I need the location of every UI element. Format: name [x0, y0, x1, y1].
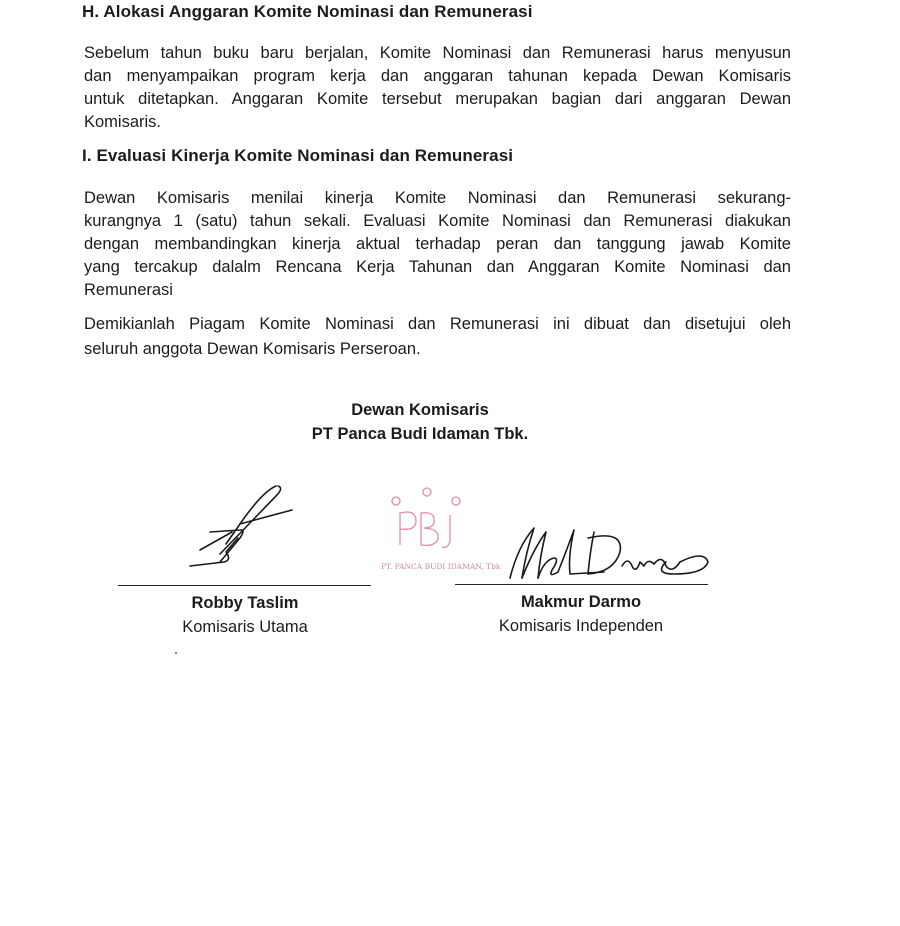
signatory-left — [125, 591, 365, 639]
company-name: PT Panca Budi Idaman Tbk. — [311, 425, 529, 443]
signatory-name: Makmur Darmo — [520, 593, 642, 611]
section-i-heading: I. Evaluasi Kinerja Komite Nominasi dan Remunerasi — [82, 146, 514, 165]
signatory-title: Komisaris Utama — [182, 618, 308, 636]
closing-paragraph — [84, 312, 791, 362]
signature-organization — [270, 398, 570, 446]
paragraph-line: kurangnya 1 (satu) tahun sekali. Evaluasi Komite Nominasi dan Remunerasi diakukan — [84, 212, 791, 230]
scan-speck — [175, 652, 177, 654]
company-stamp-logo — [378, 483, 478, 563]
signature-line-right — [455, 584, 708, 585]
section-h-paragraph — [84, 42, 791, 134]
paragraph-line: Remunerasi — [84, 281, 173, 299]
paragraph-line: yang tercakup dalalm Rencana Kerja Tahunan dan Anggaran Komite Nominasi dan — [84, 258, 791, 276]
paragraph-line: Dewan Komisaris menilai kinerja Komite Nominasi dan Remunerasi sekurang- — [84, 189, 791, 207]
paragraph-line: Sebelum tahun buku baru berjalan, Komite Nominasi dan Remunerasi harus menyusun — [84, 44, 791, 62]
signature-robby-taslim — [180, 482, 300, 577]
stamp-company-text: PT. PANCA BUDI IDAMAN, Tbk — [381, 562, 501, 571]
paragraph-line: Demikianlah Piagam Komite Nominasi dan Remunerasi ini dibuat dan disetujui oleh — [84, 315, 791, 333]
signatory-name: Robby Taslim — [191, 594, 299, 612]
paragraph-line: dan menyampaikan program kerja dan anggaran tahunan kepada Dewan Komisaris — [84, 67, 791, 85]
signature-makmur-darmo — [504, 522, 712, 582]
section-i-paragraph — [84, 187, 791, 302]
signatory-title: Komisaris Independen — [498, 617, 664, 635]
paragraph-line: dengan membandingkan kinerja aktual terhadap peran dan tanggung jawab Komite — [84, 235, 791, 253]
paragraph-line: Komisaris. — [84, 113, 162, 131]
signatory-right — [461, 590, 701, 638]
paragraph-line: untuk ditetapkan. Anggaran Komite tersebut merupakan bagian dari anggaran Dewan — [84, 90, 791, 108]
paragraph-line: seluruh anggota Dewan Komisaris Perseroan. — [84, 340, 421, 358]
board-name: Dewan Komisaris — [351, 401, 489, 419]
section-h-heading: H. Alokasi Anggaran Komite Nominasi dan Remunerasi — [82, 2, 533, 21]
signature-line-left — [118, 585, 371, 586]
